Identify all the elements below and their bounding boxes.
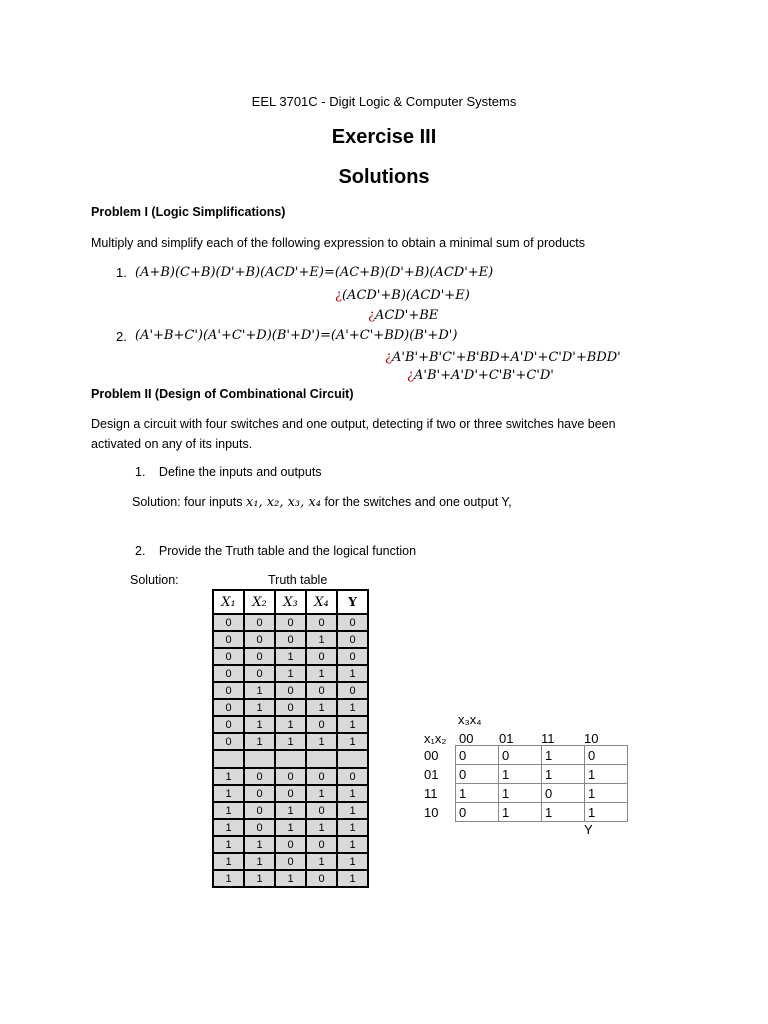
truth-table-cell: 0 (244, 614, 275, 631)
truth-table-cell: 1 (337, 836, 368, 853)
table-row (213, 819, 368, 836)
kmap-row-header-11: 11 (424, 786, 438, 801)
truth-table-cell: 1 (244, 853, 275, 870)
step2-text: Provide the Truth table and the logical function (158, 544, 417, 558)
truth-table-cell: 0 (337, 614, 368, 631)
table-row (213, 836, 368, 853)
truth-table-cell: 0 (244, 648, 275, 665)
truth-table-cell: 0 (213, 733, 244, 750)
truth-table-cell: 1 (244, 870, 275, 887)
problem1-heading: Problem I (Logic Simplifications) (91, 205, 286, 219)
truth-table-header: X₂ (244, 590, 275, 614)
kmap-row (456, 765, 628, 784)
karnaugh-map (455, 745, 628, 822)
equivalence-mark: ¿ (335, 288, 342, 303)
truth-table-cell: 1 (244, 733, 275, 750)
truth-table-cell: 1 (337, 785, 368, 802)
table-row (213, 870, 368, 887)
truth-table-cell: 1 (337, 853, 368, 870)
kmap-row (456, 746, 628, 765)
kmap-cell: 0 (542, 784, 585, 803)
item2-line1: (A'+B+C')(A'+C'+D)(B'+D')=(A'+C'+BD)(B'+D') (135, 328, 458, 343)
table-row (213, 648, 368, 665)
kmap-cell: 1 (585, 765, 628, 784)
truth-table-cell: 0 (306, 836, 337, 853)
truth-table-cell: 0 (306, 768, 337, 785)
item1-line1: (A+B)(C+B)(D'+B)(ACD'+E)=(AC+B)(D'+B)(ACD'+E) (135, 265, 494, 280)
kmap-row-header-01: 01 (424, 767, 439, 782)
truth-table-header: X₃ (275, 590, 306, 614)
solution1-vars: x₁, x₂, x₃, x₄ (245, 495, 321, 510)
solution1-prefix: Solution: four inputs (132, 495, 243, 509)
truth-table-cell: 0 (337, 648, 368, 665)
truth-table-cell: 0 (306, 802, 337, 819)
kmap-cell: 0 (456, 746, 499, 765)
truth-table-cell: 0 (275, 768, 306, 785)
solutions-title: Solutions (338, 166, 430, 188)
step2 (135, 544, 416, 558)
truth-table-cell: 0 (275, 614, 306, 631)
item1-line3: ¿ACD'+BE (368, 308, 439, 323)
truth-table-cell: 0 (244, 665, 275, 682)
table-row (213, 682, 368, 699)
kmap-row-var: x₁x₂ (424, 731, 447, 746)
table-row (213, 802, 368, 819)
kmap-cell: 0 (585, 746, 628, 765)
table-row (213, 716, 368, 733)
truth-table-cell: 1 (275, 819, 306, 836)
step2-number: 2. (135, 544, 146, 558)
truth-table-cell: 1 (306, 819, 337, 836)
truth-table-cell: 1 (337, 716, 368, 733)
truth-table-cell: 0 (306, 716, 337, 733)
truth-table-cell: 1 (337, 665, 368, 682)
table-row (213, 768, 368, 785)
truth-table-cell: 0 (275, 836, 306, 853)
kmap-cell: 1 (499, 803, 542, 822)
truth-table-cell: 1 (275, 716, 306, 733)
truth-table-cell: 1 (244, 836, 275, 853)
equivalence-mark: ¿ (407, 368, 414, 383)
truth-table-cell (306, 750, 337, 768)
equivalence-mark: ¿ (385, 350, 392, 365)
kmap-cell: 1 (585, 784, 628, 803)
truth-table-cell: 1 (213, 785, 244, 802)
exercise-title: Exercise III (331, 126, 437, 148)
kmap-col-header-11: 11 (541, 731, 555, 746)
truth-table-cell: 1 (244, 682, 275, 699)
equivalence-mark: ¿ (368, 308, 375, 323)
truth-table-cell: 1 (306, 853, 337, 870)
kmap-cell: 1 (542, 746, 585, 765)
truth-table-cell: 1 (213, 853, 244, 870)
kmap-cell: 1 (585, 803, 628, 822)
truth-table-cell: 0 (306, 870, 337, 887)
kmap-col-header-01: 01 (499, 731, 514, 746)
truth-table-cell (337, 750, 368, 768)
table-row (213, 665, 368, 682)
truth-table-cell (213, 750, 244, 768)
truth-table-cell: 1 (306, 733, 337, 750)
step1-number: 1. (135, 465, 146, 479)
table-row (213, 614, 368, 631)
table-row (213, 733, 368, 750)
truth-table-cell: 0 (244, 768, 275, 785)
solution2-label: Solution: (130, 573, 179, 587)
truth-table-cell: 1 (213, 768, 244, 785)
truth-table-cell: 1 (213, 870, 244, 887)
truth-table-cell: 1 (213, 819, 244, 836)
kmap-row (456, 784, 628, 803)
step1-text: Define the inputs and outputs (158, 465, 322, 479)
solution1 (132, 495, 512, 510)
truth-table-cell: 0 (213, 699, 244, 716)
kmap-col-header-10: 10 (584, 731, 599, 746)
truth-table-cell: 1 (337, 819, 368, 836)
item2-number: 2. (116, 329, 127, 344)
truth-table-cell: 1 (275, 802, 306, 819)
truth-table-cell: 1 (306, 785, 337, 802)
truth-table-cell: 0 (275, 785, 306, 802)
problem2-heading: Problem II (Design of Combinational Circuit) (91, 387, 354, 401)
solution1-suffix: for the switches and one output Y, (324, 495, 512, 509)
truth-table-cell: 0 (306, 648, 337, 665)
truth-table-cell: 1 (337, 870, 368, 887)
truth-table-cell: 0 (244, 785, 275, 802)
truth-table-cell: 0 (213, 631, 244, 648)
kmap-output-label: Y (584, 822, 593, 837)
truth-table-cell: 0 (244, 819, 275, 836)
table-row (213, 750, 368, 768)
truth-table-cell: 1 (275, 665, 306, 682)
kmap-col-var: x₃x₄ (458, 712, 482, 727)
kmap-row-header-10: 10 (424, 805, 439, 820)
step1 (135, 465, 322, 479)
truth-table-cell: 1 (275, 648, 306, 665)
truth-table-cell: 1 (306, 631, 337, 648)
kmap-cell: 1 (499, 784, 542, 803)
kmap-row (456, 803, 628, 822)
kmap-cell: 0 (456, 765, 499, 784)
truth-table-cell: 0 (337, 631, 368, 648)
truth-table-cell: 1 (337, 733, 368, 750)
kmap-cell: 0 (456, 803, 499, 822)
kmap-row-header-00: 00 (424, 748, 439, 763)
kmap-cell: 1 (456, 784, 499, 803)
kmap-cell: 1 (542, 803, 585, 822)
table-row (213, 785, 368, 802)
table-row (213, 853, 368, 870)
truth-table-header: X₄ (306, 590, 337, 614)
truth-table-cell: 0 (244, 631, 275, 648)
truth-table-cell: 0 (337, 682, 368, 699)
truth-table-cell: 0 (275, 631, 306, 648)
table-row (213, 699, 368, 716)
item1-line2: ¿(ACD'+B)(ACD'+E) (335, 288, 470, 303)
truth-table-cell: 0 (213, 665, 244, 682)
truth-table-header: X₁ (213, 590, 244, 614)
truth-table (212, 589, 369, 888)
truth-table-cell: 0 (275, 699, 306, 716)
truth-table-cell: 1 (337, 699, 368, 716)
problem2-description: Design a circuit with four switches and one output, detecting if two or three switches have been activated on any of its inputs. (91, 417, 616, 451)
kmap-cell: 0 (499, 746, 542, 765)
truth-table-cell: 0 (213, 648, 244, 665)
truth-table-cell: 0 (213, 716, 244, 733)
truth-table-cell: 0 (244, 802, 275, 819)
truth-table-cell: 0 (275, 682, 306, 699)
truth-table-caption: Truth table (268, 573, 328, 587)
kmap-col-header-00: 00 (459, 731, 474, 746)
truth-table-cell: 0 (275, 853, 306, 870)
truth-table-cell: 0 (213, 682, 244, 699)
truth-table-cell: 1 (213, 836, 244, 853)
truth-table-cell: 1 (213, 802, 244, 819)
table-row (213, 631, 368, 648)
kmap-cell: 1 (542, 765, 585, 784)
truth-table-cell: 1 (275, 733, 306, 750)
truth-table-cell: 1 (337, 802, 368, 819)
truth-table-cell: 0 (213, 614, 244, 631)
truth-table-header: Y (337, 590, 368, 614)
truth-table-cell (244, 750, 275, 768)
truth-table-cell (275, 750, 306, 768)
truth-table-cell: 0 (306, 682, 337, 699)
truth-table-cell: 1 (275, 870, 306, 887)
item1-number: 1. (116, 265, 127, 280)
problem1-instruction: Multiply and simplify each of the following expression to obtain a minimal sum of products (91, 236, 585, 250)
truth-table-cell: 0 (306, 614, 337, 631)
truth-table-cell: 1 (306, 665, 337, 682)
course-title: EEL 3701C - Digit Logic & Computer Systems (251, 94, 517, 109)
item2-line2: ¿A'B'+B'C'+B'BD+A'D'+C'D'+BDD' (385, 350, 621, 365)
kmap-cell: 1 (499, 765, 542, 784)
truth-table-cell: 1 (244, 716, 275, 733)
truth-table-cell: 1 (306, 699, 337, 716)
truth-table-cell: 1 (244, 699, 275, 716)
truth-table-cell: 0 (337, 768, 368, 785)
item2-line3: ¿A'B'+A'D'+C'B'+C'D' (407, 368, 554, 383)
